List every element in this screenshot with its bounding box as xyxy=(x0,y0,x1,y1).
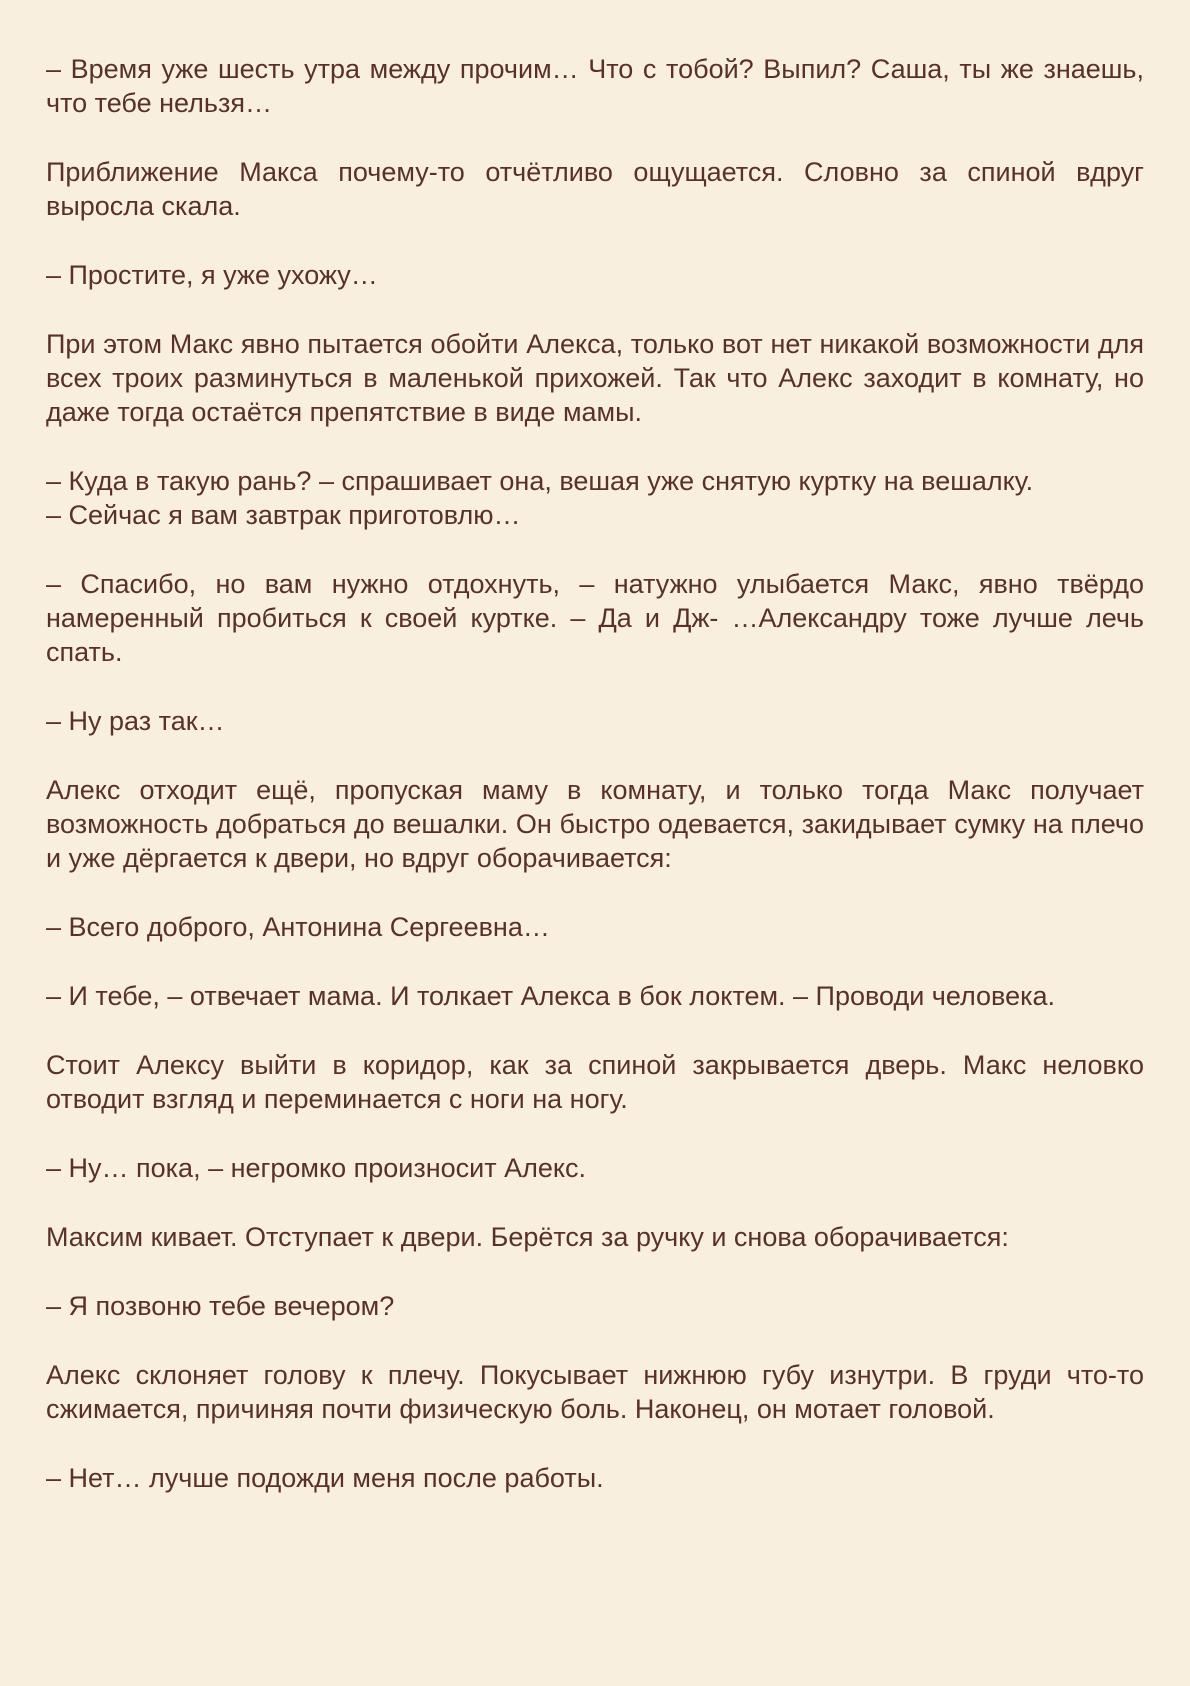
text-line: – Спасибо, но вам нужно отдохнуть, – натужно улыбается Макс, явно твёрдо намеренный пробиться к своей куртке. – Да и Дж- …Александру тоже лучше лечь спать. xyxy=(46,569,1144,667)
paragraph-10 xyxy=(46,979,1144,1013)
text-line: – Я позвоню тебе вечером? xyxy=(46,1291,395,1321)
paragraph-1 xyxy=(46,52,1144,120)
text-line: – Нет… лучше подожди меня после работы. xyxy=(46,1463,604,1493)
text-line: – И тебе, – отвечает мама. И толкает Алекса в бок локтем. – Проводи человека. xyxy=(46,981,1056,1011)
paragraph-6 xyxy=(46,567,1144,669)
text-line: – Время уже шесть утра между прочим… Что с тобой? Выпил? Саша, ты же знаешь, что тебе нельзя… xyxy=(46,54,1144,118)
paragraph-11 xyxy=(46,1048,1144,1116)
text-line: Приближение Макса почему-то отчётливо ощущается. Словно за спиной вдруг выросла скала. xyxy=(46,157,1144,221)
paragraph-8 xyxy=(46,773,1144,875)
paragraph-13 xyxy=(46,1220,1144,1254)
text-line: Алекс склоняет голову к плечу. Покусывает нижнюю губу изнутри. В груди что-то сжимается, причиняя почти физическую боль. Наконец, он мотает головой. xyxy=(46,1360,1144,1424)
paragraph-15 xyxy=(46,1358,1144,1426)
paragraph-14 xyxy=(46,1289,1144,1323)
text-line: – Ну раз так… xyxy=(46,706,225,736)
text-line: Алекс отходит ещё, пропуская маму в комнату, и только тогда Макс получает возможность добраться до вешалки. Он быстро одевается, закидывает сумку на плечо и уже дёргается к двери, но вдруг оборачивается: xyxy=(46,775,1144,873)
text-line: При этом Макс явно пытается обойти Алекса, только вот нет никакой возможности для всех троих разминуться в маленькой прихожей. Так что Алекс заходит в комнату, но даже тогда остаётся препятствие в виде мамы. xyxy=(46,329,1144,427)
text-line: Максим кивает. Отступает к двери. Берётся за ручку и снова оборачивается: xyxy=(46,1222,1009,1252)
text-line: – Сейчас я вам завтрак приготовлю… xyxy=(46,500,521,530)
paragraph-16 xyxy=(46,1461,1144,1495)
text-line: – Простите, я уже ухожу… xyxy=(46,260,378,290)
paragraph-2 xyxy=(46,155,1144,223)
paragraph-5 xyxy=(46,464,1144,532)
paragraph-4 xyxy=(46,327,1144,429)
text-line: – Ну… пока, – негромко произносит Алекс. xyxy=(46,1153,586,1183)
paragraph-7 xyxy=(46,704,1144,738)
paragraph-9 xyxy=(46,910,1144,944)
text-line: – Всего доброго, Антонина Сергеевна… xyxy=(46,912,550,942)
paragraph-3 xyxy=(46,258,1144,292)
text-line: – Куда в такую рань? – спрашивает она, вешая уже снятую куртку на вешалку. xyxy=(46,466,1034,496)
paragraph-12 xyxy=(46,1151,1144,1185)
text-line: Стоит Алексу выйти в коридор, как за спиной закрывается дверь. Макс неловко отводит взгляд и переминается с ноги на ногу. xyxy=(46,1050,1144,1114)
